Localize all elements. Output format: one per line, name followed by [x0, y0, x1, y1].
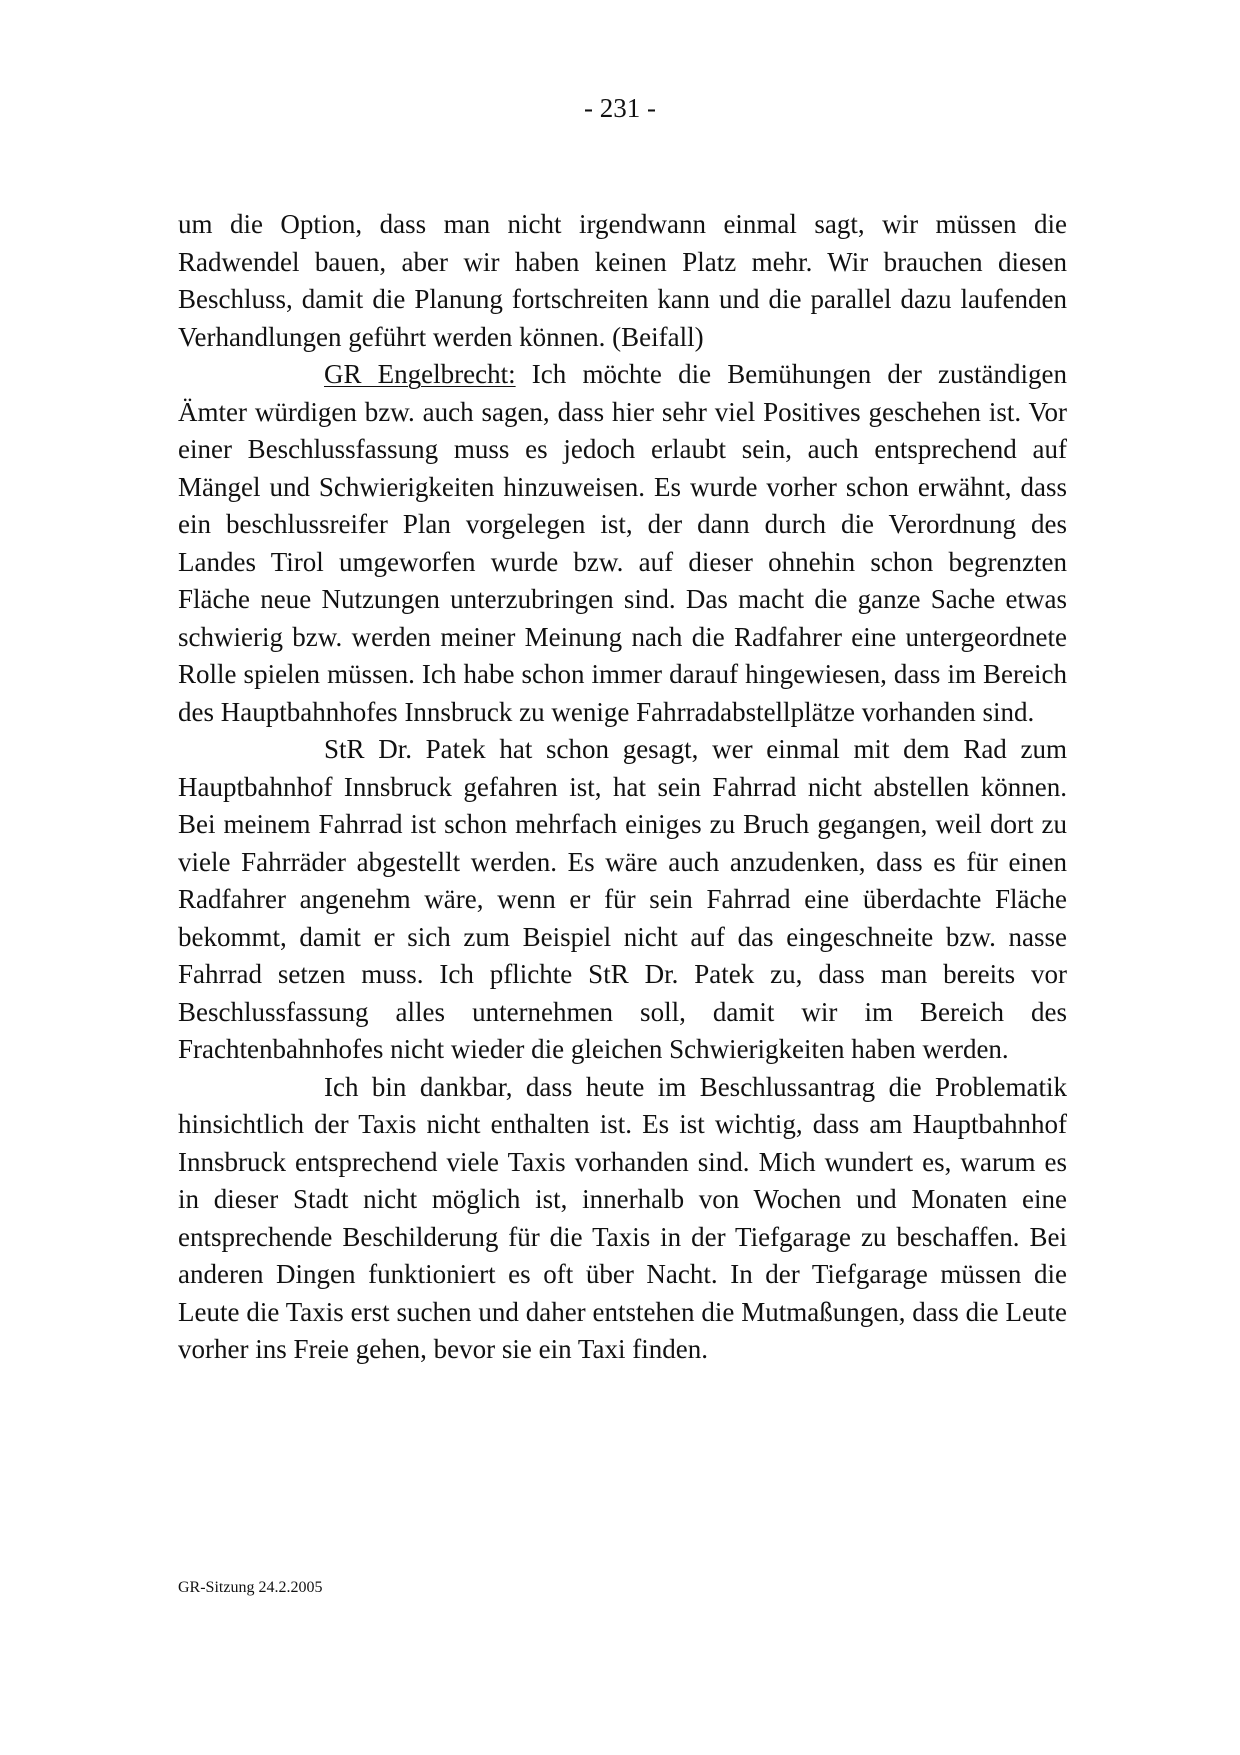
paragraph-continuation: [178, 206, 1067, 356]
paragraph-text: um die Option, dass man nicht irgendwann einmal sagt, wir müssen die Radwendel bauen, aber wir haben keinen Platz mehr. Wir brauchen diesen Beschluss, damit die Planung fortschreiten kann und die parallel dazu laufenden Verhandlungen geführt werden können. (Beifall): [178, 209, 1067, 352]
paragraph-patek-reference: [178, 731, 1067, 1069]
paragraph-text: Ich bin dankbar, dass heute im Beschlussantrag die Problematik hinsichtlich der Taxis nicht enthalten ist. Es ist wichtig, dass am Hauptbahnhof Innsbruck entsprechend viele Taxis vorhanden sind. Mich wundert es, warum es in dieser Stadt nicht möglich ist, innerhalb von Wochen und Monaten eine entsprechende Beschilderung für die Taxis in der Tiefgarage zu beschaffen. Bei anderen Dingen funktioniert es oft über Nacht. In der Tiefgarage müssen die Leute die Taxis erst suchen und daher entstehen die Mutmaßungen, dass die Leute vorher ins Freie gehen, bevor sie ein Taxi finden.: [178, 1071, 1067, 1364]
speaker-name: GR Engelbrecht:: [324, 359, 516, 389]
paragraph-taxis: [178, 1069, 1067, 1369]
document-body: [178, 206, 1067, 1369]
paragraph-speech-engelbrecht: [178, 356, 1067, 731]
footer-session-date: GR-Sitzung 24.2.2005: [178, 1579, 323, 1596]
paragraph-text: StR Dr. Patek hat schon gesagt, wer einmal mit dem Rad zum Hauptbahnhof Innsbruck gefahren ist, hat sein Fahrrad nicht abstellen können. Bei meinem Fahrrad ist schon mehrfach einiges zu Bruch gegangen, weil dort zu viele Fahrräder abgestellt werden. Es wäre auch anzudenken, dass es für einen Radfahrer angenehm wäre, wenn er für sein Fahrrad eine überdachte Fläche bekommt, damit er sich zum Beispiel nicht auf das eingeschneite bzw. nasse Fahrrad setzen muss. Ich pflichte StR Dr. Patek zu, dass man bereits vor Beschlussfassung alles unternehmen soll, damit wir im Bereich des Frachtenbahnhofes nicht wieder die gleichen Schwierigkeiten haben werden.: [178, 734, 1067, 1064]
paragraph-text: Ich möchte die Bemühungen der zuständigen Ämter würdigen bzw. auch sagen, dass hier sehr viel Positives geschehen ist. Vor einer Beschlussfassung muss es jedoch erlaubt sein, auch entsprechend auf Mängel und Schwierigkeiten hinzuweisen. Es wurde vorher schon erwähnt, dass ein beschlussreifer Plan vorgelegen ist, der dann durch die Verordnung des Landes Tirol umgeworfen wurde bzw. auf dieser ohnehin schon begrenzten Fläche neue Nutzungen unterzubringen sind. Das macht die ganze Sache etwas schwierig bzw. werden meiner Meinung nach die Radfahrer eine untergeordnete Rolle spielen müssen. Ich habe schon immer darauf hingewiesen, dass im Bereich des Hauptbahnhofes Innsbruck zu wenige Fahrradabstellplätze vorhanden sind.: [178, 359, 1067, 727]
page-number: - 231 -: [584, 93, 656, 123]
